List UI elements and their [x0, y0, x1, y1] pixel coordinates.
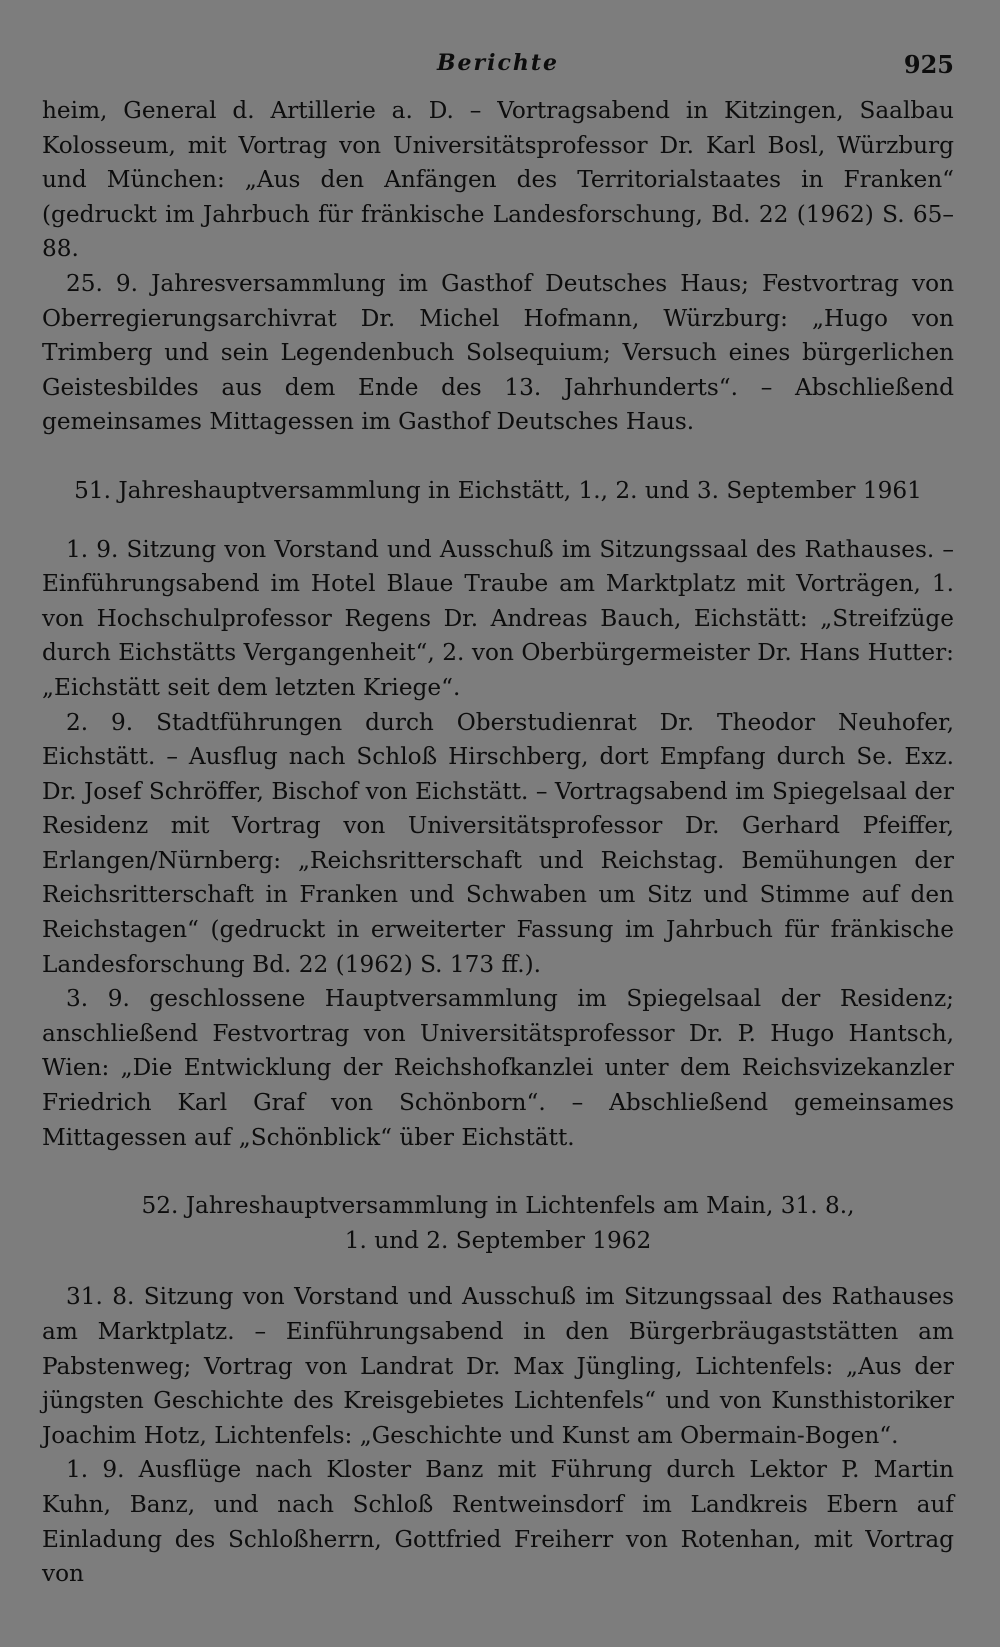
- section-heading-52-lichtenfels: [42, 1189, 954, 1258]
- spacer: [42, 509, 954, 533]
- running-title: Berichte: [436, 50, 560, 76]
- page-number: 925: [903, 50, 954, 79]
- heading-line-1: 52. Jahreshauptversammlung in Lichtenfels am Main, 31. 8.,: [141, 1192, 855, 1220]
- spacer: [42, 440, 954, 474]
- spacer: [42, 1155, 954, 1189]
- paragraph-kitzingen-lecture: heim, General d. Artillerie a. D. – Vortragsabend in Kitzingen, Saalbau Kolosseum, mit Vortrag von Universitätsprofessor Dr. Karl Bosl, Würzburg und München: „Aus den Anfängen des Territorialstaates in Franken“ (gedruckt im Jahrbuch für fränkische Landesforschung, Bd. 22 (1962) S. 65–88.: [42, 97, 954, 263]
- paragraph-eichstaett-1-9: 1. 9. Sitzung von Vorstand und Ausschuß im Sitzungssaal des Rathauses. – Einführungsabend im Hotel Blaue Traube am Marktplatz mit Vorträgen, 1. von Hochschulprofessor Regens Dr. Andreas Bauch, Eichstätt: „Streifzüge durch Eichstätts Vergangenheit“, 2. von Oberbürgermeister Dr. Hans Hutter: „Eichstätt seit dem letzten Kriege“.: [42, 535, 954, 701]
- paragraph-eichstaett-3-9: 3. 9. geschlossene Hauptversammlung im Spiegelsaal der Residenz; anschließend Festvortrag von Universitätsprofessor Dr. P. Hugo Hantsch, Wien: „Die Entwicklung der Reichshofkanzlei unter dem Reichsvizekanzler Friedrich Karl Graf von Schönborn“. – Abschließend gemeinsames Mittagessen auf „Schönblick“ über Eichstätt.: [42, 985, 954, 1151]
- heading-line-2: 1. und 2. September 1962: [344, 1226, 652, 1254]
- section-heading-51-eichstaett: 51. Jahreshauptversammlung in Eichstätt, 1., 2. und 3. September 1961: [74, 476, 922, 504]
- paragraph-annual-meeting-25-9: 25. 9. Jahresversammlung im Gasthof Deutsches Haus; Festvortrag von Oberregierungsarchivrat Dr. Michel Hofmann, Würzburg: „Hugo von Trimberg und sein Legendenbuch Solsequium; Versuch eines bürgerlichen Geistesbildes aus dem Ende des 13. Jahrhunderts“. – Abschließend gemeinsames Mittagessen im Gasthof Deutsches Haus.: [42, 269, 954, 436]
- paragraph-lichtenfels-31-8: 31. 8. Sitzung von Vorstand und Ausschuß im Sitzungssaal des Rathauses am Marktplatz. – Einführungsabend in den Bürgerbräugaststätten am Pabstenweg; Vortrag von Landrat Dr. Max Jüngling, Lichtenfels: „Aus der jüngsten Geschichte des Kreisgebietes Lichtenfels“ und von Kunsthistoriker Joachim Hotz, Lichtenfels: „Geschichte und Kunst am Obermain-Bogen“.: [42, 1283, 954, 1449]
- spacer: [42, 1258, 954, 1280]
- paragraph-eichstaett-2-9: 2. 9. Stadtführungen durch Oberstudienrat Dr. Theodor Neuhofer, Eichstätt. – Ausflug nach Schloß Hirschberg, dort Empfang durch Se. Exz. Dr. Josef Schröffer, Bischof von Eichstätt. – Vortragsabend im Spiegelsaal der Residenz mit Vortrag von Universitätsprofessor Dr. Gerhard Pfeiffer, Erlangen/Nürnberg: „Reichsritterschaft und Reichstag. Bemühungen der Reichsritterschaft in Franken und Schwaben um Sitz und Stimme auf den Reichstagen“ (gedruckt in erweiterter Fassung im Jahrbuch für fränkische Landesforschung Bd. 22 (1962) S. 173 ff.).: [42, 708, 954, 978]
- document-page: [42, 48, 954, 1638]
- page-header: [42, 48, 954, 94]
- paragraph-lichtenfels-1-9: 1. 9. Ausflüge nach Kloster Banz mit Führung durch Lektor P. Martin Kuhn, Banz, und nach Schloß Rentweinsdorf im Landkreis Ebern auf Einladung des Schloßherrn, Gottfried Freiherr von Rotenhan, mit Vortrag von: [42, 1456, 954, 1588]
